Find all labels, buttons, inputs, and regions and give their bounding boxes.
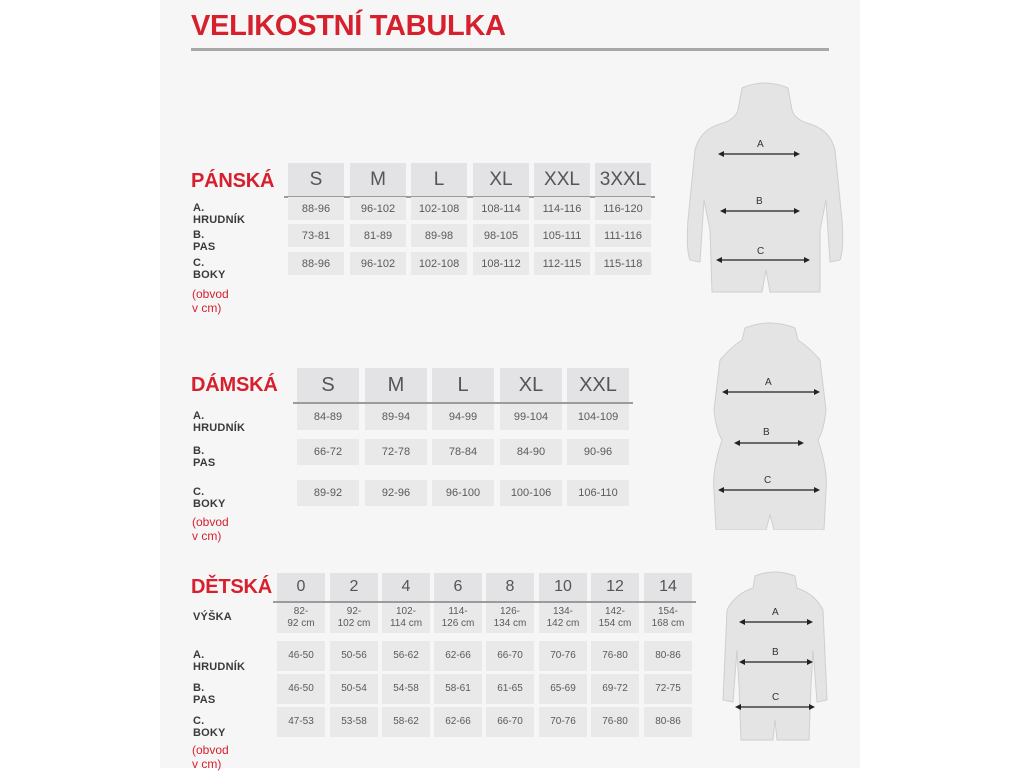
- kids-size-header: 6: [434, 573, 482, 601]
- kids-size-header: 12: [591, 573, 639, 601]
- women-section-title: DÁMSKÁ: [191, 374, 278, 396]
- women-table-cell: 90-96: [567, 439, 629, 465]
- women-table-cell: 94-99: [432, 404, 494, 430]
- men-table-cell: 108-112: [473, 252, 529, 275]
- kids-unit-note: (obvod v cm): [192, 743, 229, 771]
- kids-table-cell: 69-72: [591, 674, 639, 704]
- kids-table-cell: 134- 142 cm: [539, 603, 587, 633]
- men-table-cell: 89-98: [411, 224, 467, 247]
- kids-table-cell: 70-76: [539, 707, 587, 737]
- women-size-header: XL: [500, 368, 562, 402]
- men-table-cell: 88-96: [288, 252, 344, 275]
- women-table-cell: 84-90: [500, 439, 562, 465]
- kids-size-header: 14: [644, 573, 692, 601]
- kids-table-cell: 80-86: [644, 707, 692, 737]
- kids-table-cell: 62-66: [434, 707, 482, 737]
- men-size-header: L: [411, 163, 467, 196]
- women-table-cell: 106-110: [567, 480, 629, 506]
- men-size-header: 3XXL: [595, 163, 651, 196]
- kids-table-cell: 72-75: [644, 674, 692, 704]
- men-figure-label-a: A: [757, 139, 764, 150]
- men-table-cell: 81-89: [350, 224, 406, 247]
- men-table-cell: 112-115: [534, 252, 590, 275]
- men-row-label: C. BOKY: [193, 256, 226, 281]
- kids-table-cell: 92- 102 cm: [330, 603, 378, 633]
- kids-table-cell: 80-86: [644, 641, 692, 671]
- men-table-cell: 115-118: [595, 252, 651, 275]
- kids-table-cell: 47-53: [277, 707, 325, 737]
- men-table-cell: 96-102: [350, 197, 406, 220]
- kids-size-header: 10: [539, 573, 587, 601]
- men-table-cell: 102-108: [411, 252, 467, 275]
- kids-table-cell: 54-58: [382, 674, 430, 704]
- kids-table-cell: 58-61: [434, 674, 482, 704]
- women-table-cell: 104-109: [567, 404, 629, 430]
- kids-table-cell: 154- 168 cm: [644, 603, 692, 633]
- kids-table-cell: 61-65: [486, 674, 534, 704]
- kids-table-cell: 56-62: [382, 641, 430, 671]
- women-row-label: A. HRUDNÍK: [193, 410, 246, 434]
- women-table-cell: 99-104: [500, 404, 562, 430]
- men-figure-label-b: B: [756, 196, 763, 207]
- women-body-figure: [700, 320, 840, 530]
- kids-row-label: C. BOKY: [193, 715, 226, 739]
- kids-section-title: DĚTSKÁ: [191, 576, 273, 598]
- kids-table-cell: 70-76: [539, 641, 587, 671]
- kids-table-cell: 114- 126 cm: [434, 603, 482, 633]
- kids-table-cell: 62-66: [434, 641, 482, 671]
- men-row-label: B. PAS: [193, 228, 216, 253]
- kids-size-header: 2: [330, 573, 378, 601]
- women-table-cell: 92-96: [365, 480, 427, 506]
- kids-table-cell: 58-62: [382, 707, 430, 737]
- page-title: VELIKOSTNÍ TABULKA: [191, 10, 506, 42]
- men-table-cell: 111-116: [595, 224, 651, 247]
- kids-table-cell: 50-56: [330, 641, 378, 671]
- kids-table-cell: 102- 114 cm: [382, 603, 430, 633]
- men-table-cell: 88-96: [288, 197, 344, 220]
- men-table-cell: 73-81: [288, 224, 344, 247]
- women-row-label: C. BOKY: [193, 486, 226, 510]
- men-table-cell: 98-105: [473, 224, 529, 247]
- title-divider: [191, 48, 829, 51]
- women-row-label: B. PAS: [193, 445, 216, 469]
- women-table-cell: 84-89: [297, 404, 359, 430]
- men-section-title: PÁNSKÁ: [191, 170, 275, 192]
- kids-table-cell: 53-58: [330, 707, 378, 737]
- kids-size-header: 0: [277, 573, 325, 601]
- kids-table-cell: 142- 154 cm: [591, 603, 639, 633]
- men-row-label: A. HRUDNÍK: [193, 201, 246, 226]
- women-table-cell: 100-106: [500, 480, 562, 506]
- men-table-cell: 96-102: [350, 252, 406, 275]
- women-table-cell: 96-100: [432, 480, 494, 506]
- men-body-figure: [680, 80, 850, 300]
- kids-table-cell: 76-80: [591, 707, 639, 737]
- kids-table-cell: 46-50: [277, 674, 325, 704]
- men-table-cell: 114-116: [534, 197, 590, 220]
- women-size-header: M: [365, 368, 427, 402]
- women-figure-label-b: B: [763, 427, 770, 438]
- kids-row-label: B. PAS: [193, 682, 216, 706]
- kids-table-cell: 66-70: [486, 641, 534, 671]
- women-figure-label-a: A: [765, 377, 772, 388]
- men-size-header: XXL: [534, 163, 590, 196]
- men-unit-note: (obvod v cm): [192, 287, 229, 315]
- kids-table-cell: 66-70: [486, 707, 534, 737]
- women-size-header: XXL: [567, 368, 629, 402]
- women-table-cell: 66-72: [297, 439, 359, 465]
- women-table-cell: 89-92: [297, 480, 359, 506]
- kids-table-cell: 46-50: [277, 641, 325, 671]
- kids-table-cell: 126- 134 cm: [486, 603, 534, 633]
- women-size-header: S: [297, 368, 359, 402]
- kids-body-figure: [715, 570, 835, 742]
- kids-row-label: VÝŠKA: [193, 611, 232, 623]
- men-table-cell: 116-120: [595, 197, 651, 220]
- kids-figure-label-c: C: [772, 692, 780, 703]
- women-table-cell: 89-94: [365, 404, 427, 430]
- men-table-cell: 105-111: [534, 224, 590, 247]
- men-size-header: S: [288, 163, 344, 196]
- men-table-cell: 108-114: [473, 197, 529, 220]
- men-size-header: M: [350, 163, 406, 196]
- women-figure-label-c: C: [764, 475, 772, 486]
- kids-figure-label-b: B: [772, 647, 779, 658]
- women-unit-note: (obvod v cm): [192, 515, 229, 543]
- women-table-cell: 78-84: [432, 439, 494, 465]
- kids-table-cell: 76-80: [591, 641, 639, 671]
- kids-size-header: 8: [486, 573, 534, 601]
- men-size-header: XL: [473, 163, 529, 196]
- kids-row-label: A. HRUDNÍK: [193, 649, 246, 673]
- women-table-cell: 72-78: [365, 439, 427, 465]
- men-table-cell: 102-108: [411, 197, 467, 220]
- kids-size-header: 4: [382, 573, 430, 601]
- kids-table-cell: 82- 92 cm: [277, 603, 325, 633]
- kids-table-cell: 50-54: [330, 674, 378, 704]
- kids-figure-label-a: A: [772, 607, 779, 618]
- kids-table-cell: 65-69: [539, 674, 587, 704]
- women-size-header: L: [432, 368, 494, 402]
- men-figure-label-c: C: [757, 246, 765, 257]
